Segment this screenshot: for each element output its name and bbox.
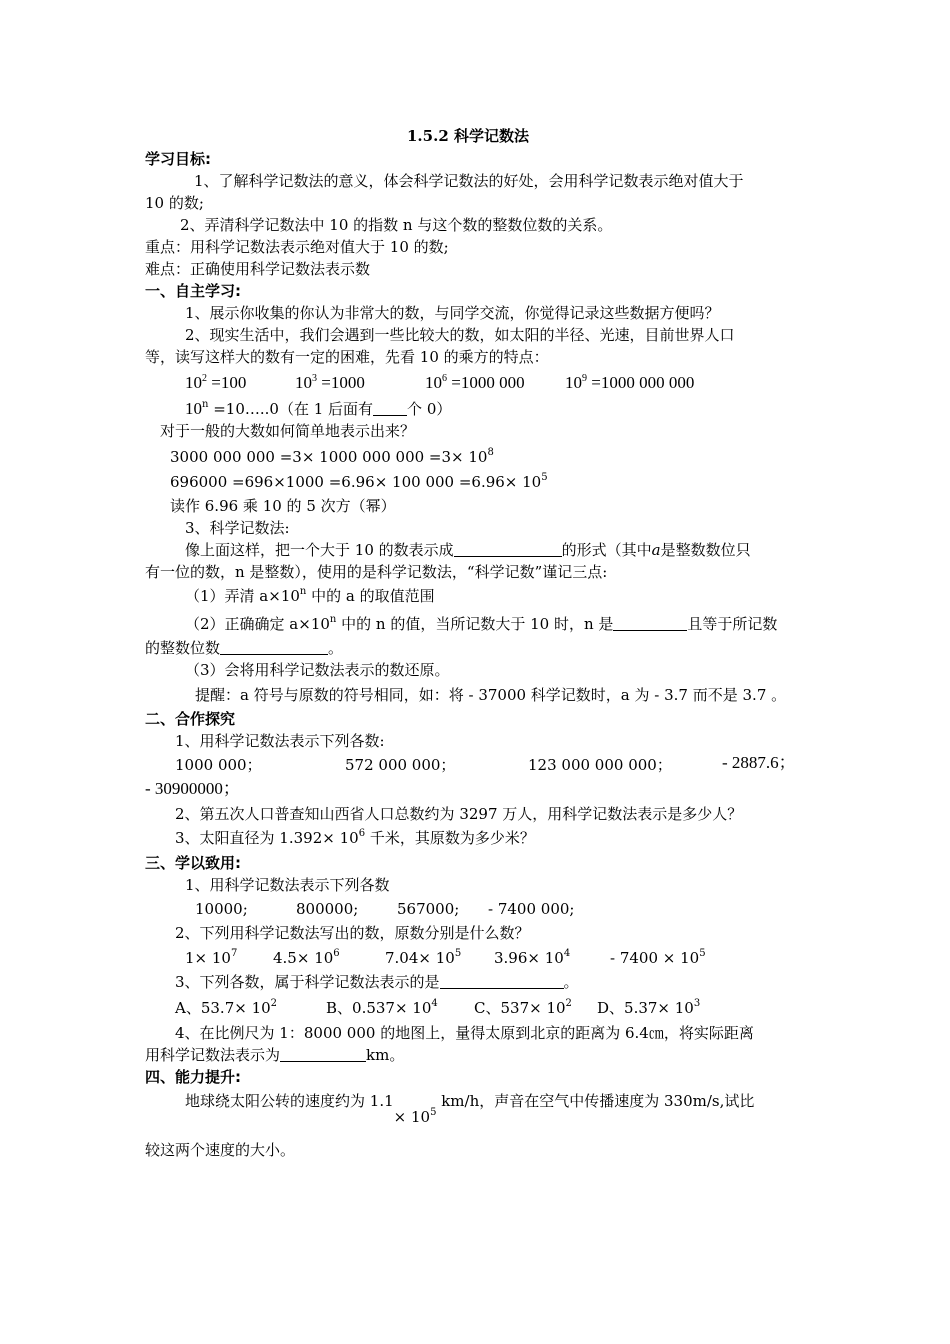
earth-speed-power: × $10^5$ [393,1107,437,1126]
s3-expr-2: $4.5\times 10^6$ [273,948,340,967]
s3-expr-4: $3.96\times 10^4$ [494,948,571,967]
s1-item-2-line-2: 等，读写这样大的数有一定的困难，先看 10 的乘方的特点： [145,348,549,366]
option-a: A、$53.7\times 10^2$ [175,998,278,1017]
rule-3: （3）会将用科学记数法表示的数还原。 [185,661,450,679]
distance-blank[interactable] [280,1047,366,1062]
s2-number-5: - 30900000； [145,779,240,798]
key-point: 重点：用科学记数法表示绝对值大于 10 的数; [145,238,449,256]
s2-number-3: 123 000 000 000； [528,756,672,774]
s3-number-4: - 7400 000; [488,900,575,918]
s3-number-2: 800000; [296,900,359,918]
power-10-3: $10^3 =1000$ [295,373,365,392]
s2-number-2: 572 000 000； [345,756,456,774]
s3-question-4-line-1: 4、在比例尺为 1：8000 000 的地图上，量得太原到北京的距离为 6.4㎝，将实际距离 [175,1024,754,1042]
s1-item-3-line-1: 像上面这样，把一个大于 10 的数表示成 的形式（其中a是整数数位只 [185,541,751,559]
s1-item-1: 1、展示你收集的你认为非常大的数，与同学交流，你觉得记录这些数据方便吗？ [185,304,720,322]
rule-2-line-2: 的整数位数 。 [145,639,344,657]
n-value-blank[interactable] [613,616,687,631]
goal-1-line-2: 10 的数; [145,194,204,212]
section-1-heading: 一、自主学习: [145,282,241,300]
s3-number-3: 567000; [397,900,460,918]
section-3-heading: 三、学以致用: [145,854,241,872]
s2-question-2: 2、第五次人口普查知山西省人口总数约为 3297 万人，用科学记数法表示是多少人？ [175,805,743,823]
s1-item-2-line-1: 2、现实生活中，我们会遇到一些比较大的数，如太阳的半径、光速，目前世界人口 [185,326,735,344]
s3-number-1: 10000; [195,900,248,918]
power-10-n: $10^n$ =10…..0（在 1 后面有 个 0） [185,399,452,418]
option-c: C、$537\times 10^2$ [474,998,572,1017]
goals-heading: 学习目标: [145,150,211,168]
form-blank[interactable] [454,542,562,557]
s3-expr-5: - $7400 \times 10^5$ [610,948,706,967]
power-10-2: $10^2 =100$ [185,373,247,392]
power-10-9: $10^9 =1000$ 000 000 [565,373,695,392]
s3-expr-1: $1\times 10^7$ [185,948,238,967]
option-b: B、$0.537\times 10^4$ [326,998,438,1017]
rule-1: （1）弄清 $a\times 10^n$ 中的 a 的取值范围 [185,586,435,605]
rule-2-line-1: （2）正确确定 $a\times 10^n$ 中的 n 的值，当所记数大于 10 时，n 是 且等于所记数 [185,614,778,633]
s3-question-4-line-2: 用科学记数法表示为 km。 [145,1046,405,1064]
section-2-heading: 二、合作探究 [145,710,236,728]
s1-item-3-line-2: 有一位的数，n 是整数），使用的是科学记数法，“科学记数”谨记三点: [145,563,608,581]
s2-question-3: 3、太阳直径为 $1.392\times 10^6$ 千米，其原数为多少米？ [175,828,535,847]
choice-blank[interactable] [440,974,564,989]
option-d: D、$5.37\times 10^3$ [597,998,701,1017]
section-4-heading: 四、能力提升: [145,1068,241,1086]
read-as: 读作 6.96 乘 10 的 5 次方（幂） [170,497,396,515]
s3-expr-3: $7.04\times 10^5$ [385,948,462,967]
s3-question-1: 1、用科学记数法表示下列各数 [185,876,390,894]
example-2: 696000 =696×1000 =6.96× 100 $000 =6.96\times 10^5$ [170,472,548,491]
s2-question-1: 1、用科学记数法表示下列各数: [175,732,385,750]
goal-2: 2、弄清科学记数法中 10 的指数 n 与这个数的整数位数的关系。 [180,216,613,234]
page-title: 1.5.2 科学记数法 [407,127,529,145]
question-large-numbers: 对于一般的大数如何简单地表示出来？ [160,422,416,440]
tip: 提醒：a 符号与原数的符号相同，如：将 - 37000 科学记数时，a 为 - 3.7 而不是 3.7 。 [195,686,787,704]
difficult-point: 难点：正确使用科学记数法表示数 [145,260,371,278]
s2-number-4: - 2887.6； [722,753,796,772]
s4-text-line-2: 较这两个速度的大小。 [145,1141,296,1159]
digits-blank[interactable] [220,640,328,655]
power-10-6: $10^6 =1000$ 000 [425,373,525,392]
s3-question-3: 3、下列各数，属于科学记数法表示的是 。 [175,973,579,991]
s2-number-1: 1000 000； [175,756,262,774]
s1-item-3: 3、科学记数法: [185,519,290,537]
goal-1-line-1: 1、了解科学记数法的意义，体会科学记数法的好处，会用科学记数表示绝对值大于 [194,172,744,190]
zeros-blank[interactable] [373,401,407,416]
example-1: 3000 000 000 =3× 1000 000 $000 =3\times 10^8$ [170,447,494,466]
s4-text-line-1: 地球绕太阳公转的速度约为 $1.1\times 10^5$ km/h，声音在空气中传播速度为 330m/s,试比 [185,1092,755,1126]
s3-question-2: 2、下列用科学记数法写出的数，原数分别是什么数？ [175,924,530,942]
